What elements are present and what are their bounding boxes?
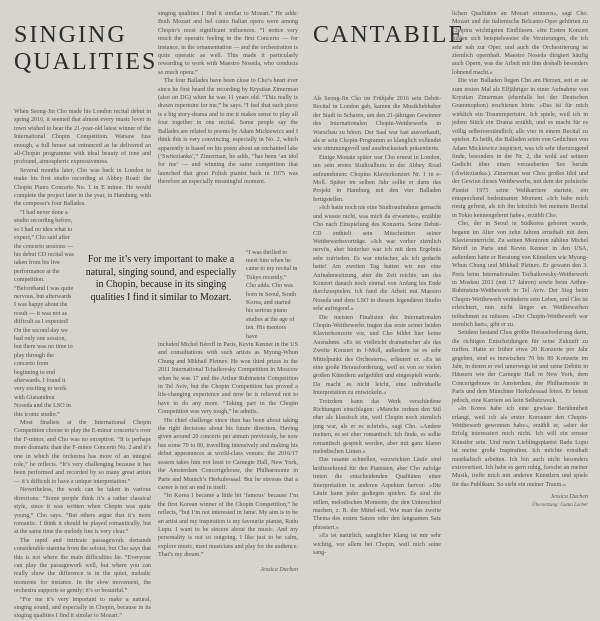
paragraph: Nevertheless, the work can be taken in various directions: “Some people think it’s a rather classical style, since it was written when Chopin was quite young,” Cho says. “But others argue that it’s more romantic. I think it should be played romantically, but at the same time the melody line is very clear.”	[14, 487, 151, 536]
pull-quote: For me it’s very important to make a natural, singing sound, and especially in Chopin, because in its singing qualities I find it similar to Mozart.	[85, 254, 237, 303]
paragraph: “For me it’s very important to make a natural, singing sound, and especially in Chopin, because in its singing qualities I find it similar to Mozart.”	[14, 596, 151, 620]
paragraph: »Es ist natürlich, sanglicher Klang ist mir sehr wichtig, vor allem bei Chopin, weil mich seine sang-	[313, 533, 441, 556]
paragraph: The four Ballades have been close to Cho’s heart ever since he first heard the recording by Krystian Zimerman (also on DG) when he was 11 years old. “This really is drawn repertoire for me,” he says. “I feel that each piece is a big story-drama and to me it makes sense to play all four together in one recital. Some people say the Ballades are related to poems by Adam Mickiewicz and I think this is very convincing, especially in No. 2, which apparently is based on his poem about an enchanted lake (‘Switezianka’,” Zimerman, he adds, “has been ‘an idol for me’ — and winning the same competition that launched that great Polish pianist back in 1975 was therefore an especially meaningful moment.	[158, 78, 298, 186]
paragraph: »Ich hatte noch nie eine Studioaufnahme gemacht und wusste nicht, was mich da erwartete«, erzählte Cho nach Einspielung des Konzerts. Seine Debüt-CD enthielt sein Mitschnitten seiner Wettbewerbsvorträge. »Ich war vorher ziemlich nervös, aber hinterher war ich mit dem Ergebnis sehr zufrieden. Es war einfacher, als ich gedacht hatte! Am zweiten Tag hatten wir nur eine Aufnahmesitzung, aber die Zeit reichte, um das Konzert danach noch einmal von Anfang bis Ende durchzuspielen. Ich fand die Arbeit mit Maestro Noseda und dem LSO in diesem legendären Studio sehr aufregend.«	[313, 205, 441, 313]
english-column-2	[158, 0, 298, 594]
paragraph: Als Seong-Jin Cho im Frühjahr 2016 sein Debüt-Recital in London gab, kamen die Musikliebhaber der Stadt in Scharen, um den 21-jährigen Gewinner des Internationalen Chopin-Wettbewerbs in Warschau zu hören. Der Saal war fast ausverkauft, als er sein Chopin-Programm so klanglich vollendet wie stimmungsvoll und ausdrucksstark präsentierte.	[313, 96, 441, 153]
english-title-line-1: SINGING	[14, 22, 127, 48]
paragraph: included Michel Béroff in Paris, Kevin Kenner in the US and consultations with such artists as Myung-Whun Chung and Mikhail Pletnev. He won third prizes in the 2011 International Tchaikovsky Competition in Moscow when he was 17 and the Arthur Rubinstein Competition in Tel Aviv, but the Chopin Competition has proved a life-changing experience and now he is relieved not to have to do any more. “Taking part in the Chopin Competition was very tough,” he admits.	[158, 342, 298, 416]
german-column-1	[313, 0, 466, 594]
paragraph: »In Korea habe ich eine gewisse Berühmtheit erlangt, weil ich als erster Koreaner den Chopin-Wettbewerb gewonnen habe«, erzählt er, »aber der Erfolg interessiert mich nicht. Ich will ein ernster Künstler sein. Und mein Lieblingspianist Radu Lupu ist meine große Inspiration. Ich möchte ernsthaft musikalisch arbeiten. Ich bin auch nicht besonders extrovertiert. Ich habe es gern ruhig, forsche an meiner Musik, treffe mich mit anderen Künstlern und spiele für das Publikum. So sieht ein meiner Traum.«	[452, 406, 588, 488]
paragraph: His chief challenge since then has been about taking the right decisions about his future direction. Having given around 20 concerts per annum previously, he now has some 70 to 80, travelling intensively and making his debut appearances at world-class venues: the 2016/17 season takes him not least to Carnegie Hall, New York, the Amsterdam Concertgebouw, the Philharmonie in Paris and Munich’s Herkulessaal. But he stresses that a career is not an end in itself.	[158, 417, 298, 491]
paragraph: The rapid and intricate passagework demands considerable stamina from the soloist, but Cho says that this is not where the main difficulties lie. “Everyone can play the passagework well, but where you can really show the difference is in the quiet, melodic moments for instance. In the slow movement, the orchestra supports so gently; it’s so beautiful.”	[14, 537, 151, 595]
paragraph: Die vier Balladen liegen Cho am Herzen, seit er sie zum ersten Mal als Elfjähriger in einer Aufnahme von Krystian Zimerman (ebenfalls bei der Deutschen Grammophon) erschienen hörte. »Das ist für mich wirklich ein Traumrepertoire. Ich spiele, weil ich in jedem Stück ein Drama erzählt, und es macht für es völlig selbstverständlich, alle vier in einem Recital zu spielen. Es heißt, die Balladen seien von Gedichten von Adam Mickiewicz inspiriert, was ich sehr überzeugend finde, besonders in der Nr. 2, die wohl auf seinem Gedicht über einen verzauberten See beruht (›Świtezianka‹). Zimerman war Chos großes Idol und der Gewinn dieses Wettbewerbs, mit dem der polnische Pianist 1975 seine Weltkarriere startete, ein entsprechend bedeutsamer Moment. »Ich habe mich riesig gefreut, als ich ihn kürzlich bei meinem Recital in Tokio kennengelernt habe«, erzählt Cho.	[452, 78, 588, 219]
paragraph: singing qualities I find it similar to Mozart.” He adds: Both Mozart and bel canto Italian opera were among Chopin’s most significant influences. “I notice very much the operatic feeling in the first Concerto — for instance, in the ornamentation — and the orchestration is quite operatic as well. This made it particularly rewarding to work with Maestro Noseda, who conducts so much opera.”	[158, 11, 298, 76]
german-column-2	[452, 0, 588, 594]
paragraph: lichen Qualitäten an Mozart erinnern«, sagt Cho. Mozart und die italienische Belcanto-Oper gehörten zu Chopins wichtigsten Einflüssen. »Im Ersten Konzert fühlen sich beispielsweise die Verzierungen, die ich sehr nah zur Oper, und auch die Orchestrierung ist ziemlich opernhaft. Maestro Noseda dirigiert häufig auch Opern, was die Arbeit mit ihm deshalb besonders lohnend macht.«	[452, 11, 588, 76]
paragraph: “In Korea I became a little bit ‘famous’ because I’m the first Korean winner of the Chopin Competition,” he reflects, “but I’m not interested in fame. My aim is to be an artist and my inspiration is my favourite pianist, Radu Lupu. I want to be sincere about the music. And my personality is not so outgoing. I like just to be calm, explore music, meet musicians and play for the audience. That’s my dream.”	[158, 493, 298, 559]
paragraph: Seitdem bestand Chos größte Herausforderung darin, die richtigen Entscheidungen für seine Zukunft zu treffen. Hatte er früher etwa 20 Konzerte pro Jahr gegeben, sind es inzwischen 70 bis 80 Konzerte im Jahr, in denen er viel unterwegs ist und seine Debüts in Häusern wie der Carnegie Hall in New York, dem Concertgebouw in Amsterdam, der Philharmonie in Paris und dem Münchner Herkulessaal feiert. Er betont jedoch, eine Karriere sei kein Selbstzweck.	[452, 330, 588, 404]
english-body-col1	[14, 108, 151, 621]
paragraph: “I had never done a studio recording before, so I had no idea what to expect,” Cho said after the concerto sessions — his debut CD recital was taken from his live performance at the competition. “Beforehand I was quite nervous, but afterwards I was happy about the result — it was not as difficult as I expected! On the second day we had only one session, but there was no time to play through the concerto from beginning to end afterwards. I found it very exciting to work with Gianandrea Noseda and the LSO in this iconic studio.”	[14, 209, 74, 418]
german-title: CANTABILE	[313, 22, 466, 48]
english-title	[14, 22, 158, 76]
english-title-line-2: QUALITIES	[14, 49, 158, 75]
german-body-col3	[313, 95, 441, 557]
german-translator-credit: Übersetzung: Gunta Lorber	[532, 502, 588, 508]
english-body-col2	[158, 10, 298, 574]
paragraph: Several months later, Cho was back in London to make his first studio recording at Abbey Road: the Chopin Piano Concerto No. 1 in E minor. He would complete the project later in the year, in Hamburg, with the composer's four Ballades.	[14, 167, 151, 208]
paragraph: “I was thrilled to meet him when he came to my recital in Tokyo recently,” Cho adds. Cho was born in Seoul, South Korea, and started his serious piano studies at the age of ten. His mentors have	[246, 249, 298, 340]
english-author: Jessica Duchen	[260, 566, 298, 573]
paragraph: Einige Monate später war Cho erneut in London, um sein erstes Studioalbum in der Abbey Road aufzunehmen: Chopins Klavierkonzert Nr. 1 in e-Moll. Später im selben Jahr sollte er dann das Projekt in Hamburg mit den vier Balladen fertigstellen.	[313, 154, 441, 203]
paragraph: Die meisten Finalisten des Internationalen Chopin-Wettbewerbs tragen das erste seiner beiden Klavierkonzerte vor, und Cho bildet hier keine Ausnahme. »Es ist vielleicht dramatischer als das Zweite Konzert in f-Moll, außerdem ist es sehr Mittelpunkt des Orchestern«, erläutert er. »Es ist eine große Herausforderung, weil es von so vielen großen Künstlern aufgeführt und eingespielt wurde. Da macht es nicht leicht, eine individuelle Interpretation zu entwickeln.«	[313, 314, 441, 397]
paragraph: When Seong-Jin Cho made his London recital debut in spring 2016, it seemed that almost every music lover in town wished to hear the 21-year-old latest winner of the International Chopin Competition. Warsaw fuss enough, a full house sat entranced as he delivered an all-Chopin programme with ideal beauty of tone and profound, atmospheric expressiveness.	[14, 109, 151, 166]
paragraph: Cho, der in Seoul in Südkorea geboren wurde, begann im Alter von zehn Jahren ernsthaft mit dem Klavierunterricht. Zu seinen Mentoren zählten Michel Béroff in Paris und Kevin Kenner in den USA, außerdem hatte er Beratung von Künstlern wie Myung-Whun Chung und Mikhail Pletnev. Er gewann den 3. Preis beim Internationalen Tschaikowsky-Wettbewerb in Moskau 2011 (mit 17 Jahren) sowie beim Arthur-Rubinstein-Wettbewerb in Tel Aviv. Der Sieg beim Chopin-Wettbewerb veränderte sein Leben, und Cho ist erleichtert, nun nicht länger an Wettbewerben teilnehmen zu müssen. »Der Chopin-Wettbewerb war ziemlich hart«, gibt er zu.	[452, 221, 588, 329]
paragraph: Das rasante schnellen, verzwickten Läufe sind kräftezehrend für den Pianisten, aber Cho zufolge treten die entscheidenden Qualitäten einer Interpretation in anderen Aspekten hervor: »Die Läufe kann jeder gediegen spielen. Es sind die stillen, melodischen Momente, die den Unterschied machen, z. B. der Mittel-teil. Wie man das zweite Thema des ersten Satzes oder den langsamen Satz phrasiert.«	[313, 457, 441, 531]
paragraph: Trotzdem kann das Werk verschiedene Richtungen einschlagen: »Manche ordnen den Stil eher als klassisch ein, weil Chopin noch ziemlich jung war, als er es schrieb«, sagt Cho. »Andere meinen, es sei eher romantisch. Ich finde, es sollte romantisch gespielt werden, aber mit ganz klaren melodischen Linien.«	[313, 398, 441, 456]
german-body-col4	[452, 10, 588, 510]
german-author: Jessica Duchen	[550, 494, 588, 501]
paragraph: Most finalists at the International Chopin Competition choose to play the E-minor concerto’s over the F-minor, and Cho was no exception. “It is perhaps more dramatic than the F-minor Concerto No. 2 and it’s one in which the orchestra has more of an integral role,” he reflects. “It’s very challenging because it has been performed and recorded by so many great artists — it’s difficult to have a unique interpretation.”	[14, 420, 151, 485]
